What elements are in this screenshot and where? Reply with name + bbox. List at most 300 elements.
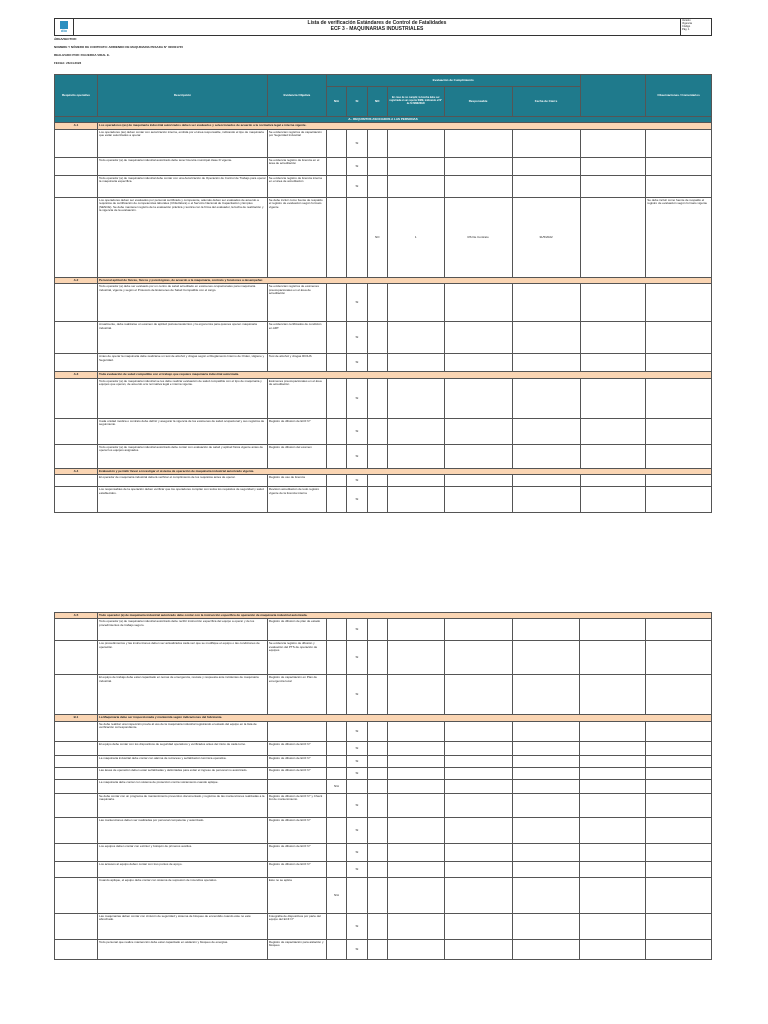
row-description: El equipo de trabajo debe estar capacitado en temas de emergencia, rescate y respuesta ante incidentes de maquinaria industrial.	[98, 675, 268, 715]
row-plan	[387, 779, 444, 793]
col-responsable: Responsable	[444, 87, 512, 117]
table-row	[55, 721, 712, 741]
row-observaciones	[646, 939, 712, 959]
row-na: N/A	[326, 779, 346, 793]
table-row	[55, 843, 712, 861]
row-si: SI	[347, 619, 367, 641]
row-evidence: Registro de difusión de ECF N°	[267, 861, 326, 877]
row-blank	[580, 877, 646, 913]
row-no	[367, 418, 387, 444]
row-responsable	[444, 619, 512, 641]
row-description: Los equipos deben contar con extintor y botiquín de primeros auxilios.	[98, 843, 268, 861]
row-description: Cuando aplique, el equipo debe contar con sistema de supresión de incendios operativo.	[98, 877, 268, 913]
row-si: SI	[347, 444, 367, 468]
row-fecha	[512, 675, 580, 715]
row-evidence: Se evidencian certificados de condición en ART	[267, 322, 326, 354]
row-no	[367, 475, 387, 487]
row-responsable: RS De Contrato	[444, 197, 512, 277]
row-evidence: Registro de uso de licencia	[267, 475, 326, 487]
row-code-cell	[55, 444, 98, 468]
row-responsable	[444, 378, 512, 418]
row-plan	[387, 157, 444, 175]
row-na	[326, 675, 346, 715]
row-fecha	[512, 354, 580, 372]
row-blank	[580, 861, 646, 877]
row-evidence	[267, 721, 326, 741]
col-descripcion: Descripción	[98, 75, 268, 117]
row-code-cell	[55, 793, 98, 817]
table-row	[55, 157, 712, 175]
row-description: Los operadores (as) deben contar con autorización interna, emitida por el área responsable, indicando el tipo de maquinaria que están autorizados a operar.	[98, 129, 268, 157]
row-observaciones	[646, 817, 712, 843]
row-na	[326, 354, 346, 372]
document-header	[54, 18, 712, 36]
row-responsable	[444, 444, 512, 468]
row-observaciones	[646, 741, 712, 755]
row-evidence: Se evidencia registro de licencia en el área de acreditación	[267, 157, 326, 175]
row-si: SI	[347, 861, 367, 877]
row-code-cell	[55, 877, 98, 913]
row-no	[367, 675, 387, 715]
row-si: SI	[347, 817, 367, 843]
info-block	[54, 38, 712, 70]
table-row	[55, 175, 712, 197]
row-na	[326, 755, 346, 767]
row-no	[367, 755, 387, 767]
group-title: Evaluación y permitir llevar a investigar el sistema de operación de maquinaria industrial autorizado vigente.	[98, 468, 712, 474]
row-si	[347, 197, 367, 277]
group-title: Todo operador (a) de maquinaria industrial autorizado debe contar con la instrucción específica de operación de maquinaria industrial autorizada.	[98, 613, 712, 619]
row-plan	[387, 619, 444, 641]
row-code-cell	[55, 322, 98, 354]
row-fecha	[512, 779, 580, 793]
row-code-cell	[55, 721, 98, 741]
row-blank	[580, 444, 646, 468]
row-no	[367, 129, 387, 157]
row-observaciones: Se debe incluir como fuente de respaldo el registro de evaluación según formato vigente	[646, 197, 712, 277]
row-na	[326, 444, 346, 468]
row-fecha	[512, 793, 580, 817]
row-observaciones	[646, 129, 712, 157]
table-row	[55, 354, 712, 372]
row-evidence: Registro de difusión de ECF N°	[267, 755, 326, 767]
row-code-cell	[55, 197, 98, 277]
col-blank	[580, 75, 646, 117]
row-description: Los responsables de la operación deben verificar que los operadores cumplan con todos los requisitos de seguridad y salud establecidos.	[98, 487, 268, 513]
row-observaciones	[646, 619, 712, 641]
row-responsable	[444, 322, 512, 354]
row-evidence: Registro de difusión de ECF N°	[267, 418, 326, 444]
section-a-title: A.- REQUISITOS ASOCIADOS A LAS PERSONAS	[55, 117, 712, 123]
row-evidence: Registro de difusión de ECF N°	[267, 843, 326, 861]
row-observaciones	[646, 793, 712, 817]
group-title: Los operadores (as) de maquinaria industrial autorizados deben ser evaluados y seleccionados de acuerdo a la normativa legal e interna vigente.	[98, 123, 712, 129]
title-line-2: ECF 3 - MAQUINARIAS INDUSTRIALES	[330, 25, 424, 32]
row-si: SI	[347, 721, 367, 741]
row-plan	[387, 755, 444, 767]
info-contract: NOMBRE Y NÚMERO DE CONTRATO: ARRIENDO DE MAQUINARIA PESADA N° 000001745	[54, 45, 183, 49]
group-code: B.1	[55, 715, 98, 721]
row-observaciones	[646, 378, 712, 418]
row-code-cell	[55, 175, 98, 197]
meta-vigencia: Vigencia	[682, 21, 692, 25]
row-si: SI	[347, 793, 367, 817]
row-fecha	[512, 378, 580, 418]
row-plan	[387, 793, 444, 817]
row-na	[326, 322, 346, 354]
company-logo	[55, 19, 74, 35]
row-code-cell	[55, 939, 98, 959]
row-no	[367, 793, 387, 817]
row-responsable	[444, 793, 512, 817]
row-na	[326, 817, 346, 843]
meta-page: Pág. 1	[682, 27, 690, 31]
col-evidencia: Evidencia Objetiva	[267, 75, 326, 117]
row-plan: 1	[387, 197, 444, 277]
row-responsable	[444, 721, 512, 741]
col-na: N/A	[326, 87, 346, 117]
row-evidence: Se evidencian registros de exámenes preocupacionales en el área de acreditación	[267, 284, 326, 322]
row-plan	[387, 767, 444, 779]
row-responsable	[444, 157, 512, 175]
row-code-cell	[55, 641, 98, 675]
row-plan	[387, 444, 444, 468]
row-si: SI	[347, 913, 367, 939]
meta-code: Código	[682, 24, 691, 28]
row-si: SI	[347, 487, 367, 513]
row-description: Se debe contar con un programa de mantenimiento preventivo documentado y registros de las mantenciones realizadas a la maquinaria.	[98, 793, 268, 817]
row-plan	[387, 378, 444, 418]
col-si: SI	[347, 87, 367, 117]
table-row	[55, 755, 712, 767]
title-line-1: Lista de verificación Estándares de Control de Fatalidades	[307, 20, 447, 26]
row-description: El equipo debe contar con los dispositivos de seguridad operativos y verificados antes del inicio de cada turno.	[98, 741, 268, 755]
row-plan	[387, 322, 444, 354]
row-description: Todo operador (a) de maquinaria industrial autorizado debe recibir instrucción específica del equipo a operar y de los procedimientos de trabajo seguro.	[98, 619, 268, 641]
row-no	[367, 843, 387, 861]
row-na	[326, 129, 346, 157]
row-responsable	[444, 129, 512, 157]
row-fecha	[512, 939, 580, 959]
row-description: Los procedimientos y las instrucciones deben ser actualizados cada vez que se modifique el equipo o las condiciones de operación.	[98, 641, 268, 675]
checklist-table-1	[54, 74, 712, 513]
row-si: SI	[347, 129, 367, 157]
row-na	[326, 175, 346, 197]
row-responsable	[444, 755, 512, 767]
row-no	[367, 444, 387, 468]
row-blank	[580, 793, 646, 817]
row-code-cell	[55, 843, 98, 861]
row-fecha	[512, 175, 580, 197]
table-row	[55, 641, 712, 675]
row-responsable	[444, 877, 512, 913]
info-date: FECHA: 28.04.2023	[54, 61, 82, 65]
row-code-cell	[55, 475, 98, 487]
row-description: La maquinaria industrial debe contar con alarma de retroceso y señalización lumínica operativa.	[98, 755, 268, 767]
table-row	[55, 817, 712, 843]
row-na	[326, 197, 346, 277]
row-plan	[387, 877, 444, 913]
table-row	[55, 129, 712, 157]
row-description: Todo operador (a) de maquinaria industrial se les debe realizar evaluación de salud compatible con el tipo de maquinaria y equipos que operan, de acuerdo a la normativa legal e interna vigente.	[98, 378, 268, 418]
row-no	[367, 322, 387, 354]
row-evidence: Registro de capacitación en Plan de emergencia local	[267, 675, 326, 715]
row-blank	[580, 197, 646, 277]
row-plan	[387, 354, 444, 372]
row-no	[367, 284, 387, 322]
row-blank	[580, 641, 646, 675]
row-code-cell	[55, 913, 98, 939]
row-fecha	[512, 284, 580, 322]
row-fecha	[512, 444, 580, 468]
document-meta	[680, 19, 711, 35]
table-row	[55, 619, 712, 641]
row-na	[326, 487, 346, 513]
row-si: SI	[347, 675, 367, 715]
row-no	[367, 641, 387, 675]
row-fecha	[512, 129, 580, 157]
info-author: REALIZADO POR: FIGUEROA VIDAL E.	[54, 53, 110, 57]
row-si: SI	[347, 641, 367, 675]
col-plan: En caso de no cumplir, la brecha debe ser registrada en un reporte SIME, indicando el N° de SI SIME/SGD	[387, 87, 444, 117]
row-evidence: Registro de difusión de ECF N°	[267, 741, 326, 755]
row-na	[326, 741, 346, 755]
row-observaciones	[646, 877, 712, 913]
row-na	[326, 913, 346, 939]
page-2	[54, 612, 712, 1024]
row-code-cell	[55, 741, 98, 755]
col-fecha-cierre: Fecha de Cierre	[512, 87, 580, 117]
table-row	[55, 675, 712, 715]
row-observaciones	[646, 779, 712, 793]
row-na	[326, 418, 346, 444]
row-plan	[387, 418, 444, 444]
row-observaciones	[646, 487, 712, 513]
table-row	[55, 861, 712, 877]
row-description: Todo personal que realice mantención debe estar capacitado en aislación y bloqueo de energías.	[98, 939, 268, 959]
row-no	[367, 619, 387, 641]
row-no: NO	[367, 197, 387, 277]
row-si: SI	[347, 378, 367, 418]
table-row	[55, 378, 712, 418]
row-evidence: Se debe incluir como fuente de respaldo el registro de evaluación según formato vigente	[267, 197, 326, 277]
row-evidence: Registro de difusión de ECF N°	[267, 767, 326, 779]
row-si: SI	[347, 475, 367, 487]
col-observaciones: Observaciones / Comentarios	[646, 75, 712, 117]
row-si: SI	[347, 322, 367, 354]
row-si: SI	[347, 157, 367, 175]
row-blank	[580, 418, 646, 444]
row-description: Los operadores deben ser evaluados por personal certificado y competente, además deben ser evaluados de acuerdo a requisitos de certificación de competencias laborales (ChileValora) o el Servicio Nacional de Capacitación y Empleo (SENCE). Se debe mantener registro de la evaluación práctica y teórica con la firma del evaluador, la fecha de realización y la vigencia de la evaluación.	[98, 197, 268, 277]
row-fecha	[512, 817, 580, 843]
row-evidence: Registro de difusión de ECF N° y Check list de mantenimiento	[267, 793, 326, 817]
row-blank	[580, 755, 646, 767]
row-plan	[387, 741, 444, 755]
row-code-cell	[55, 487, 98, 513]
row-blank	[580, 939, 646, 959]
row-fecha	[512, 767, 580, 779]
group-title: Toda evaluación de salud compatible con el trabajo que requiere maquinaria industrial autorizada.	[98, 372, 712, 378]
row-blank	[580, 741, 646, 755]
row-fecha	[512, 641, 580, 675]
row-plan	[387, 939, 444, 959]
row-observaciones	[646, 354, 712, 372]
row-si	[347, 877, 367, 913]
row-na	[326, 861, 346, 877]
row-evidence: Se evidencia registro de difusión y evaluación del PTS de operación de equipos	[267, 641, 326, 675]
row-responsable	[444, 284, 512, 322]
table-row	[55, 741, 712, 755]
table-row	[55, 475, 712, 487]
page-1	[54, 18, 712, 550]
row-description: El operador de maquinaria industrial deberá verificar el cumplimiento de los requisitos antes de operar.	[98, 475, 268, 487]
table-row	[55, 793, 712, 817]
row-blank	[580, 843, 646, 861]
row-fecha	[512, 487, 580, 513]
row-blank	[580, 284, 646, 322]
row-na	[326, 284, 346, 322]
row-plan	[387, 175, 444, 197]
row-code-cell	[55, 354, 98, 372]
row-na	[326, 793, 346, 817]
row-evidence: Test de alcohol y drogas RIOHS	[267, 354, 326, 372]
row-observaciones	[646, 418, 712, 444]
row-fecha	[512, 418, 580, 444]
row-description: Todo operador (a) de maquinaria industrial debe contar con una Autorización de Operación de Control de Trabajo para operar la maquinaria específica.	[98, 175, 268, 197]
row-na	[326, 939, 346, 959]
row-responsable	[444, 487, 512, 513]
row-code-cell	[55, 418, 98, 444]
meta-version: Versión	[682, 19, 691, 22]
table-row	[55, 418, 712, 444]
row-code-cell	[55, 675, 98, 715]
row-no	[367, 861, 387, 877]
row-description: Cada unidad médica o contrato debe definir y asegurar la vigencia de los exámenes de salud ocupacional y sus registros de seguimiento.	[98, 418, 268, 444]
table-row	[55, 779, 712, 793]
row-responsable	[444, 939, 512, 959]
row-fecha	[512, 619, 580, 641]
col-no: NO	[367, 87, 387, 117]
table-row	[55, 487, 712, 513]
row-observaciones	[646, 641, 712, 675]
group-code: A.2	[55, 277, 98, 283]
row-fecha	[512, 322, 580, 354]
row-blank	[580, 675, 646, 715]
row-blank	[580, 817, 646, 843]
row-description: Se debe realizar una inspección previa al uso de la maquinaria industrial registrando el estado del equipo en la lista de verificación correspondiente.	[98, 721, 268, 741]
table-row	[55, 913, 712, 939]
row-evidence: Esto no se aplica	[267, 877, 326, 913]
row-plan	[387, 861, 444, 877]
row-responsable	[444, 475, 512, 487]
row-description: La maquinaria debe contar con sistema de protección contra volcamiento cuando aplique.	[98, 779, 268, 793]
row-fecha	[512, 755, 580, 767]
row-evidence: Fotografía de dispositivos por parte del equipo del ECF N°	[267, 913, 326, 939]
row-observaciones	[646, 843, 712, 861]
row-si: SI	[347, 741, 367, 755]
row-code-cell	[55, 284, 98, 322]
row-si: SI	[347, 755, 367, 767]
logo-text: dio	[61, 27, 67, 33]
row-fecha	[512, 475, 580, 487]
row-blank	[580, 913, 646, 939]
row-fecha	[512, 843, 580, 861]
row-responsable	[444, 817, 512, 843]
col-requisito: Requisito operativo	[55, 75, 98, 117]
row-blank	[580, 721, 646, 741]
row-code-cell	[55, 619, 98, 641]
group-code: A.5	[55, 613, 98, 619]
checklist-table-2	[54, 612, 712, 960]
row-fecha	[512, 721, 580, 741]
row-fecha	[512, 877, 580, 913]
row-evidence: Se evidencian registros de capacitación por Seguridad Industrial	[267, 129, 326, 157]
row-observaciones	[646, 913, 712, 939]
group-code: A.1	[55, 123, 98, 129]
row-observaciones	[646, 721, 712, 741]
row-blank	[580, 619, 646, 641]
row-observaciones	[646, 755, 712, 767]
row-responsable	[444, 175, 512, 197]
row-plan	[387, 913, 444, 939]
row-si: SI	[347, 354, 367, 372]
row-na	[326, 721, 346, 741]
table-row	[55, 284, 712, 322]
row-evidence: Revisión acreditación de todo registro vigente de la licencia interna	[267, 487, 326, 513]
table-row	[55, 767, 712, 779]
row-blank	[580, 487, 646, 513]
row-si: SI	[347, 175, 367, 197]
table-row	[55, 444, 712, 468]
row-si: SI	[347, 418, 367, 444]
row-evidence: Registro de difusión del examen	[267, 444, 326, 468]
info-area: ÁREA/SECTOR:	[54, 37, 77, 41]
document-title	[74, 19, 680, 35]
row-plan	[387, 721, 444, 741]
row-blank	[580, 378, 646, 418]
row-blank	[580, 322, 646, 354]
row-description: Anualmente, debe realizarse un examen de aptitud psicosensotécnico y la ergonomía para quienes operen maquinaria industrial.	[98, 322, 268, 354]
row-blank	[580, 354, 646, 372]
row-observaciones	[646, 861, 712, 877]
row-observaciones	[646, 475, 712, 487]
row-no	[367, 354, 387, 372]
row-observaciones	[646, 157, 712, 175]
row-evidence: Exámenes preocupacionales en el área de acreditación	[267, 378, 326, 418]
row-observaciones	[646, 675, 712, 715]
row-observaciones	[646, 322, 712, 354]
row-responsable	[444, 675, 512, 715]
row-evidence: Se evidencia registro de licencia interna en el área de acreditación	[267, 175, 326, 197]
group-title: Personal aptitud de físicas, físicos y psicológicas, de acuerdo a la maquinaria, contrato y funciones a desempeñar.	[98, 277, 712, 283]
row-responsable	[444, 913, 512, 939]
row-evidence: Registro de capacitación para aislación y bloqueo	[267, 939, 326, 959]
row-code-cell	[55, 779, 98, 793]
row-no	[367, 721, 387, 741]
row-blank	[580, 767, 646, 779]
row-responsable	[444, 843, 512, 861]
row-observaciones	[646, 284, 712, 322]
row-responsable	[444, 861, 512, 877]
row-responsable	[444, 418, 512, 444]
row-evidence: Registro de difusión de ECF N°	[267, 817, 326, 843]
row-no	[367, 913, 387, 939]
row-si: SI	[347, 843, 367, 861]
row-plan	[387, 641, 444, 675]
group-title: La Maquinaria debe ser inspeccionada y mantenida según indicaciones del fabricante.	[98, 715, 712, 721]
row-si: SI	[347, 939, 367, 959]
row-fecha	[512, 741, 580, 755]
